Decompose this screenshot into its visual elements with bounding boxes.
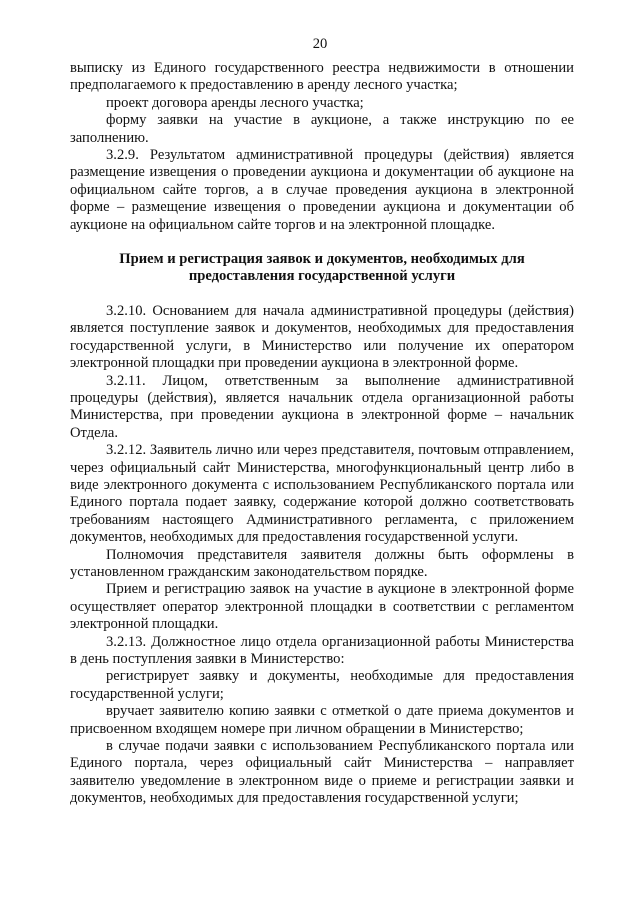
- paragraph: проект договора аренды лесного участка;: [106, 94, 364, 111]
- paragraph: Прием и регистрацию заявок на участие в аукционе в электронной форме осуществляет оператор электронной площадки в соответствии с регламентом электронной площадки.: [70, 581, 574, 633]
- paragraph: форму заявки на участие в аукционе, а также инструкцию по ее заполнению.: [70, 112, 574, 146]
- paragraph: Полномочия представителя заявителя должны быть оформлены в установленном гражданским законодательством порядке.: [70, 546, 574, 580]
- paragraph: выписку из Единого государственного реестра недвижимости в отношении предполагаемого к предоставлению в аренду лесного участка;: [70, 60, 574, 94]
- document-body: [70, 60, 574, 808]
- section-heading: Прием и регистрация заявок и документов, необходимых для предоставления государственной услуги: [119, 251, 525, 285]
- paragraph: 3.2.9. Результатом административной процедуры (действия) является размещение извещения о проведении аукциона и документации об аукционе на официальном сайте торгов, а в случае проведения аукциона в электронной форме – размещение извещения о проведении аукциона и документации об аукционе на официальном сайте торгов и на электронной площадке.: [70, 147, 574, 233]
- paragraph: в случае подачи заявки с использованием Республиканского портала или Единого портала, через официальный сайт Министерства – направляет заявителю уведомление в электронном виде о приеме и регистрации заявки и документов, необходимых для предоставления государственной услуги;: [70, 738, 574, 807]
- paragraph: 3.2.10. Основанием для начала административной процедуры (действия) является поступление заявок и документов, необходимых для предоставления государственной услуги, в Министерство или получение их оператором электронной площадки при проведении аукциона в электронной форме.: [70, 302, 574, 372]
- paragraph: регистрирует заявку и документы, необходимые для предоставления государственной услуги;: [70, 668, 574, 702]
- paragraph: вручает заявителю копию заявки с отметкой о дате приема документов и присвоенном входящем номере при личном обращении в Министерство;: [70, 703, 574, 737]
- paragraph: 3.2.12. Заявитель лично или через представителя, почтовым отправлением, через официальный сайт Министерства, многофункциональный центр либо в виде электронного документа с использованием Республиканского портала или Единого портала подает заявку, содержание которой должно соответствовать требованиям настоящего Административного регламента, с приложением документов, необходимых для предоставления государственной услуги.: [70, 442, 574, 546]
- paragraph: 3.2.11. Лицом, ответственным за выполнение административной процедуры (действия), является начальник отдела организационной работы Министерства, при проведении аукциона в электронной форме – начальник Отдела.: [70, 372, 574, 441]
- paragraph: 3.2.13. Должностное лицо отдела организационной работы Министерства в день поступления заявки в Министерство:: [70, 633, 574, 667]
- page-number: 20: [312, 36, 328, 52]
